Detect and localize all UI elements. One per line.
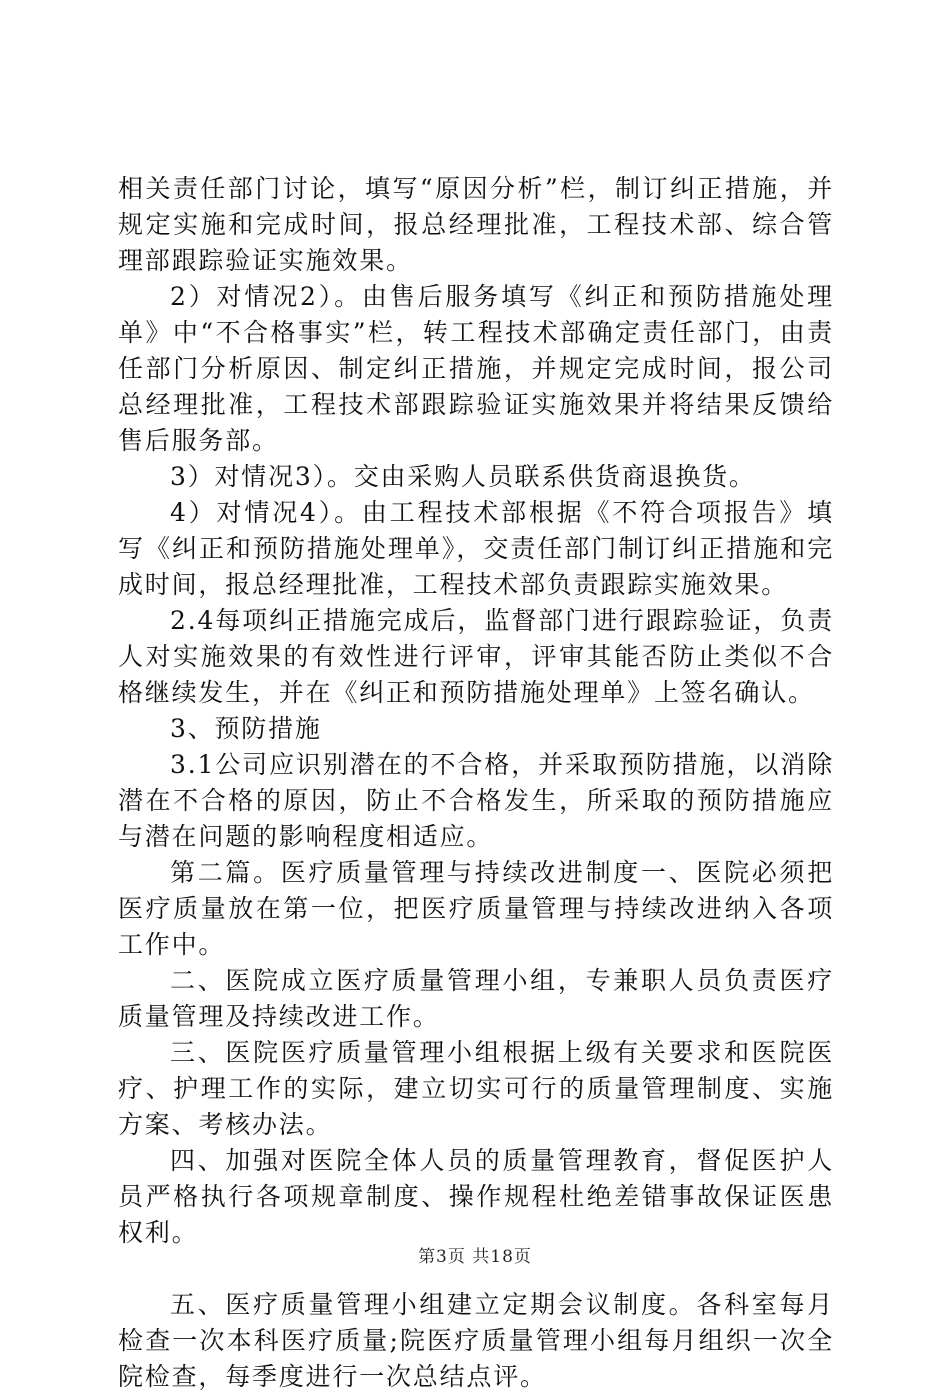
paragraph-5: 2.4每项纠正措施完成后，监督部门进行跟踪验证，负责人对实施效果的有效性进行评审，评审其能否防止类似不合格继续发生，并在《纠正和预防措施处理单》上签名确认。 [118, 606, 834, 707]
paragraph-9: 二、医院成立医疗质量管理小组，专兼职人员负责医疗质量管理及持续改进工作。 [118, 966, 834, 1031]
page-number-footer: 第3页 共18页 [418, 1247, 532, 1267]
section-heading-preventive-measures: 3、预防措施 [170, 714, 322, 743]
paragraph-3: 3）对情况3）。交由采购人员联系供货商退换货。 [170, 462, 756, 491]
paragraph-11: 四、加强对医院全体人员的质量管理教育，督促医护人员严格执行各项规章制度、操作规程杜绝差错事故保证医患权利。 [118, 1146, 834, 1247]
paragraph-2: 2）对情况2）。由售后服务填写《纠正和预防措施处理单》中“不合格事实”栏，转工程技术部确定责任部门，由责任部门分析原因、制定纠正措施，并规定完成时间，报公司总经理批准，工程技术部跟踪验证实施效果并将结果反馈给售后服务部。 [118, 282, 834, 455]
paragraph-8: 第二篇。医疗质量管理与持续改进制度一、医院必须把医疗质量放在第一位，把医疗质量管理与持续改进纳入各项工作中。 [118, 858, 834, 959]
paragraph-10: 三、医院医疗质量管理小组根据上级有关要求和医院医疗、护理工作的实际，建立切实可行的质量管理制度、实施方案、考核办法。 [118, 1038, 834, 1139]
paragraph-4: 4）对情况4）。由工程技术部根据《不符合项报告》填写《纠正和预防措施处理单》，交责任部门制订纠正措施和完成时间，报总经理批准，工程技术部负责跟踪实施效果。 [118, 498, 834, 599]
paragraph-12: 五、医疗质量管理小组建立定期会议制度。各科室每月检查一次本科医疗质量;院医疗质量管理小组每月组织一次全院检查，每季度进行一次总结点评。 [118, 1290, 834, 1391]
paragraph-7: 3.1公司应识别潜在的不合格，并采取预防措施，以消除潜在不合格的原因，防止不合格发生，所采取的预防措施应与潜在问题的影响程度相适应。 [118, 750, 834, 851]
paragraph-1: 相关责任部门讨论，填写“原因分析”栏，制订纠正措施，并规定实施和完成时间，报总经理批准，工程技术部、综合管理部跟踪验证实施效果。 [118, 174, 834, 275]
document-body [118, 171, 834, 1395]
